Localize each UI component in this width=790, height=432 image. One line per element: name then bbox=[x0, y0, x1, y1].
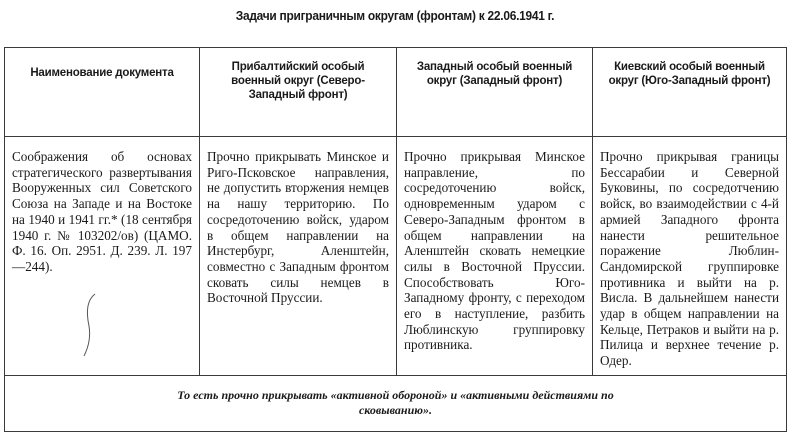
header-western-district: Западный особый военный округ (Западный фронт) bbox=[397, 48, 593, 137]
header-kiev-district: Киевский особый военный округ (Юго-Западный фронт) bbox=[593, 48, 787, 137]
pen-mark-icon bbox=[83, 292, 97, 358]
summary-note: То есть прочно прикрывать «активной обороной» и «активными действиями по сковыванию». bbox=[5, 375, 787, 431]
table-row bbox=[5, 137, 787, 376]
cell-document bbox=[5, 137, 200, 376]
tasks-table bbox=[4, 47, 787, 432]
header-row bbox=[5, 48, 787, 137]
header-baltic-district: Прибалтийский особый военный округ (Северо-Западный фронт) bbox=[200, 48, 397, 137]
cell-western: Прочно прикрывая Минское направление, по сосредоточению войск, одновременным ударом с Северо-Западным фронтом в общем направлении на Аленштейн сковать немецкие силы в Восточной Пруссии. Способствовать Юго-Западному фронту, с переходом его в наступление, разбить Люблинскую группировку противника. bbox=[397, 137, 593, 376]
document-text: Соображения об основах стратегического развертывания Вооруженных сил Советского Союза на Западе и на Востоке на 1940 и 1941 гг.* (18 сентября 1940 г. № 103202/ов) (ЦАМО. Ф. 16. Оп. 2951. Д. 239. Л. 197—244). bbox=[12, 149, 192, 274]
footer-row bbox=[5, 375, 787, 431]
page-title: Задачи приграничным округам (фронтам) к 22.06.1941 г. bbox=[235, 8, 555, 23]
cell-kiev: Прочно прикрывая границы Бессарабии и Северной Буковины, по сосредотчению войск, во взаимодействии с 4-й армией Западного фронта нанести решительное поражение Люблин-Сандомирской группировке противника и выйти на р. Висла. В дальнейшем нанести удар в общем направлении на Кельце, Петраков и выйти на р. Пилица и верхнее течение р. Одер. bbox=[593, 137, 787, 376]
cell-baltic: Прочно прикрывать Минское и Риго-Псковское направления, не допустить вторжения немцев на нашу территорию. По сосредоточению войск, ударом в общем направлении на Инстербург, Аленштейн, совместно с Западным фронтом сковать силы немцев в Восточной Пруссии. bbox=[200, 137, 397, 376]
header-document-name: Наименование документа bbox=[5, 48, 200, 137]
